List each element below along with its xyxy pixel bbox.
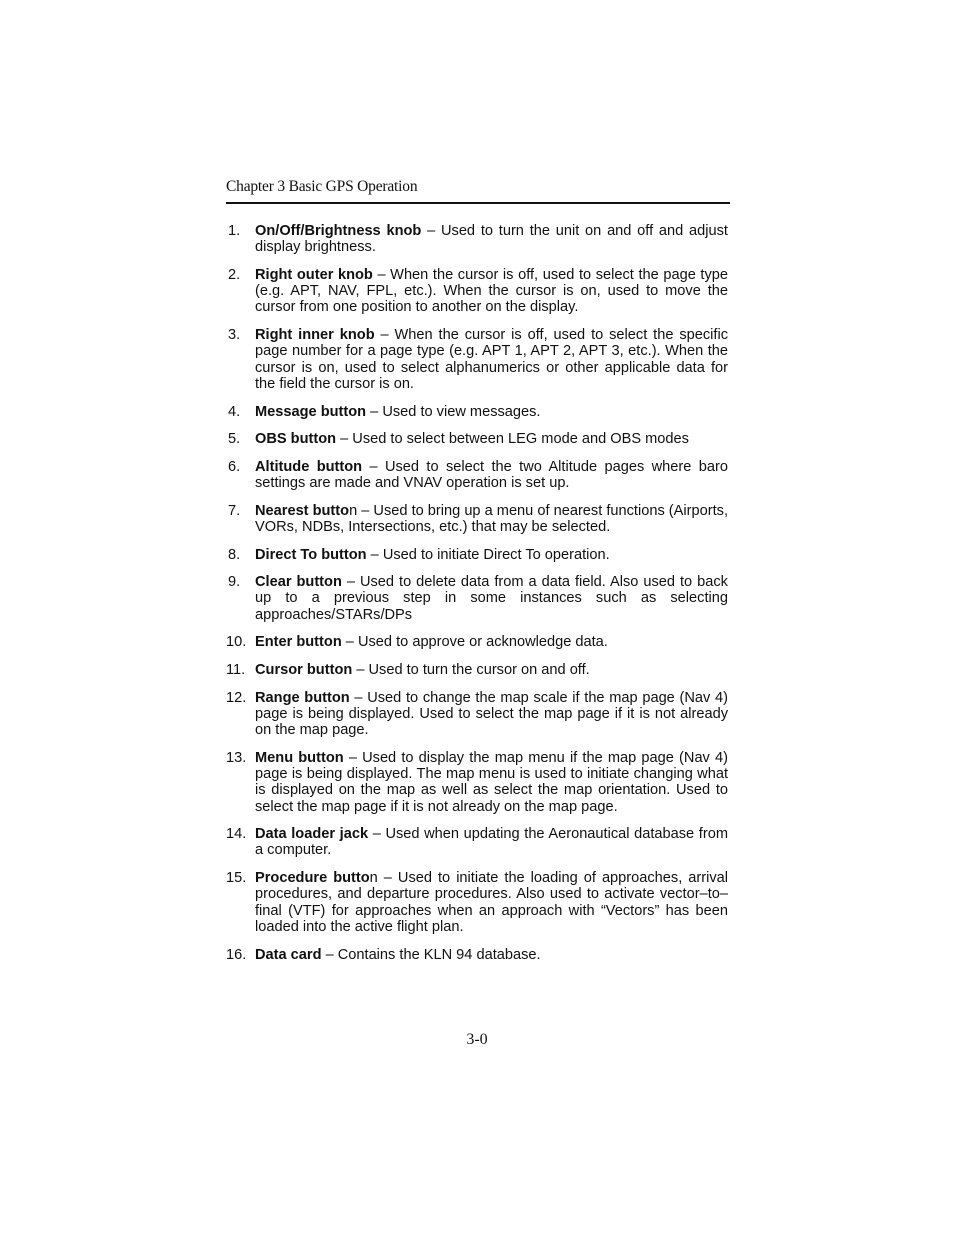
item-term: Direct To button: [255, 546, 367, 563]
list-item: [226, 404, 728, 420]
item-term: Nearest butto: [255, 502, 350, 519]
item-term: Data card: [255, 946, 322, 963]
item-term: Menu button: [255, 749, 344, 766]
running-header: Chapter 3 Basic GPS Operation: [226, 178, 418, 195]
item-description: – Used to view messages.: [366, 403, 541, 420]
item-number: 6.: [228, 458, 241, 475]
item-description: – Used to initiate Direct To operation.: [366, 546, 610, 563]
item-description: – Used to turn the cursor on and off.: [352, 661, 590, 678]
item-number: 16.: [226, 946, 247, 963]
item-number: 13.: [226, 749, 247, 766]
list-item: [226, 267, 728, 316]
list-item: [226, 223, 728, 256]
control-description-list: [226, 223, 728, 974]
item-term: On/Off/Brightness knob: [255, 223, 422, 239]
item-description: – Used to delete data from a data field. Also used to back up to a previous step in some instances such as selecting approaches/STARs/DPs: [255, 574, 728, 623]
item-number: 9.: [228, 574, 241, 591]
item-description: – Used when updating the Aeronautical database from a computer.: [255, 826, 728, 859]
item-description: – Contains the KLN 94 database.: [321, 946, 541, 963]
item-term: Procedure butto: [255, 870, 370, 887]
list-item: [226, 662, 728, 678]
item-number: 14.: [226, 826, 247, 843]
item-term: Clear button: [255, 574, 342, 591]
item-description: – When the cursor is off, used to select the specific page number for a page type (e.g. APT 1, APT 2, APT 3, etc.). When the cursor is on, used to select alphanumerics or other applicable data for the field the cursor is on.: [255, 327, 728, 392]
item-number: 1.: [228, 223, 241, 239]
list-item: [226, 503, 728, 536]
item-number: 2.: [228, 266, 241, 283]
item-number: 7.: [228, 502, 241, 519]
item-number: 12.: [226, 689, 247, 706]
item-term: Right inner knob: [255, 327, 375, 344]
item-description: n – Used to bring up a menu of nearest functions (Airports, VORs, NDBs, Intersections, etc.) that may be selected.: [255, 502, 728, 535]
list-item: [226, 750, 728, 815]
list-item: [226, 431, 728, 447]
item-term: Altitude button: [255, 458, 363, 475]
item-description: – When the cursor is off, used to select the page type (e.g. APT, NAV, FPL, etc.). When the cursor is on, used to move the cursor from one position to another on the display.: [255, 266, 728, 316]
item-number: 3.: [228, 327, 241, 344]
list-item: [226, 634, 728, 650]
item-term: Cursor button: [255, 661, 353, 678]
item-number: 4.: [228, 403, 241, 420]
list-item: [226, 870, 728, 935]
item-term: Range button: [255, 689, 350, 706]
item-description: n – Used to initiate the loading of approaches, arrival procedures, and departure procedures. Also used to activate vector–to–final (VTF) for approaches when an approach with “Vectors” has been loaded into the active flight plan.: [255, 870, 729, 935]
item-description: – Used to select the two Altitude pages where baro settings are made and VNAV operation is set up.: [255, 458, 728, 492]
item-number: 10.: [226, 634, 247, 651]
item-description: – Used to display the map menu if the map page (Nav 4) page is being displayed. The map menu is used to initiate changing what is displayed on the map as well as select the map orientation. Used to select the map page if it is not already on the map page.: [255, 749, 728, 815]
header-rule: [226, 202, 730, 204]
item-number: 8.: [228, 546, 241, 563]
item-term: Message button: [255, 403, 367, 420]
list-item: [226, 690, 728, 739]
item-number: 15.: [226, 870, 247, 887]
item-description: – Used to approve or acknowledge data.: [341, 634, 608, 651]
item-term: Right outer knob: [255, 266, 373, 283]
list-item: [226, 826, 728, 859]
item-description: – Used to turn the unit on and off and adjust display brightness.: [255, 223, 728, 256]
item-number: 11.: [226, 661, 246, 678]
list-item: [226, 547, 728, 563]
list-item: [226, 947, 728, 963]
list-item: [226, 459, 728, 492]
item-term: Data loader jack: [255, 826, 369, 843]
item-number: 5.: [228, 431, 241, 448]
item-description: – Used to select between LEG mode and OBS modes: [336, 431, 689, 448]
list-item: [226, 574, 728, 623]
item-term: OBS button: [255, 431, 337, 448]
item-term: Enter button: [255, 634, 342, 651]
page-number: 3-0: [466, 1031, 488, 1048]
item-description: – Used to change the map scale if the map page (Nav 4) page is being displayed. Used to select the map page if it is not already on the map page.: [255, 689, 728, 739]
list-item: [226, 327, 728, 392]
